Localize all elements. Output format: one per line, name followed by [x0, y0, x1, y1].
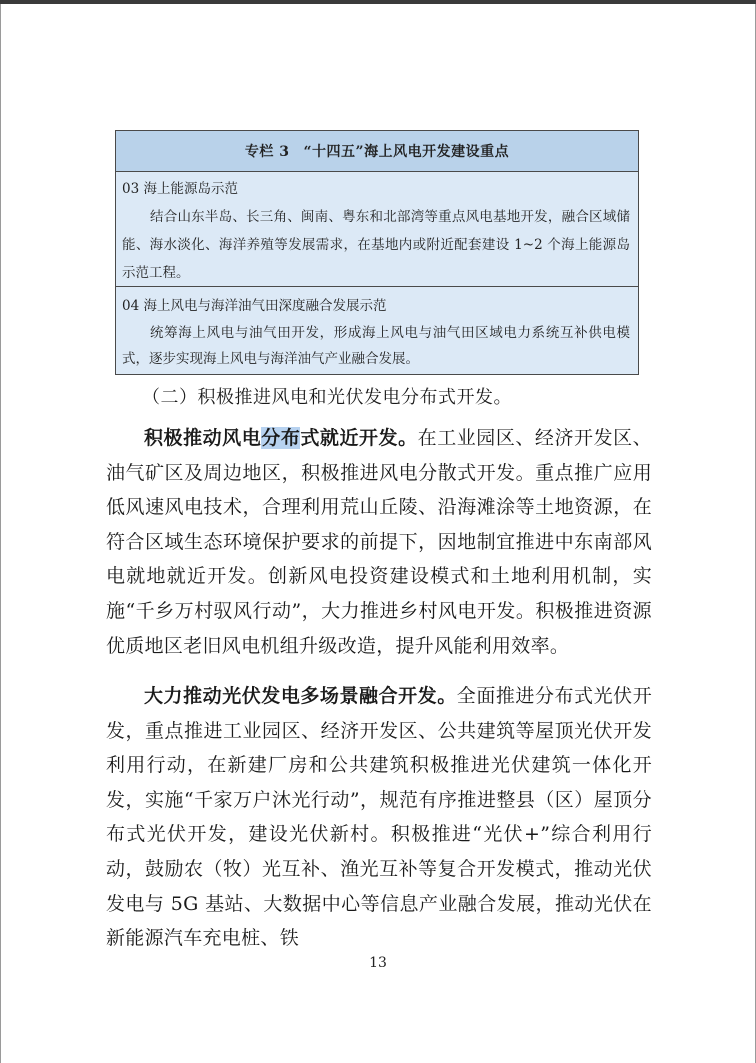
column-number: 专栏 3: [244, 144, 290, 160]
viewer-top-bar: [0, 0, 756, 4]
body-paragraph: [106, 679, 652, 956]
column-section: [116, 172, 638, 286]
column-title: “十四五”海上风电开发建设重点: [303, 144, 510, 160]
paragraph-lead: [144, 427, 418, 449]
feature-column-box: [115, 130, 639, 375]
body-paragraph: [106, 421, 652, 663]
section-title: 04 海上风电与海洋油气田深度融合发展示范: [122, 298, 387, 314]
column-header: [116, 131, 638, 172]
page-left-edge: [0, 4, 1, 1063]
paragraph-lead: 大力推动光伏发电多场景融合开发。: [144, 685, 457, 707]
sub-heading: （二）积极推进风电和光伏发电分布式开发。: [142, 387, 512, 408]
page-number: 13: [369, 955, 387, 971]
lead-text: 积极推动风电: [144, 427, 262, 449]
paragraph-text: 在工业园区、经济开发区、油气矿区及周边地区，积极推进风电分散式开发。重点推广应用低风速风电技术，合理利用荒山丘陵、沿海滩涂等土地资源，在符合区域生态环境保护要求的前提下，因地制宜推进中东南部风电就地就近开发。创新风电投资建设模式和土地利用机制，实施“千乡万村驭风行动”，大力推进乡村风电开发。积极推进资源优质地区老旧风电机组升级改造，提升风能利用效率。: [106, 427, 652, 657]
section-body: 结合山东半岛、长三角、闽南、粤东和北部湾等重点风电基地开发，融合区域储能、海水淡化、海洋养殖等发展需求，在基地内或附近配套建设 1~2 个海上能源岛示范工程。: [122, 209, 630, 281]
text-selection-highlight[interactable]: 分布: [261, 427, 301, 449]
column-section: [116, 286, 638, 374]
paragraph-text: 全面推进分布式光伏开发，重点推进工业园区、经济开发区、公共建筑等屋顶光伏开发利用行动，在新建厂房和公共建筑积极推进光伏建筑一体化开发，实施“千家万户沐光行动”，规范有序推进整县（区）屋顶分布式光伏开发，建设光伏新村。积极推进“光伏+”综合利用行动，鼓励农（牧）光互补、渔光互补等复合开发模式，推动光伏发电与 5G 基站、大数据中心等信息产业融合发展，推动光伏在新能源汽车充电桩、铁: [106, 685, 652, 950]
section-body: 统筹海上风电与油气田开发，形成海上风电与油气田区域电力系统互补供电模式，逐步实现海上风电与海洋油气产业融合发展。: [122, 325, 630, 367]
section-title: 03 海上能源岛示范: [122, 181, 238, 197]
lead-text: 式就近开发。: [300, 427, 418, 449]
